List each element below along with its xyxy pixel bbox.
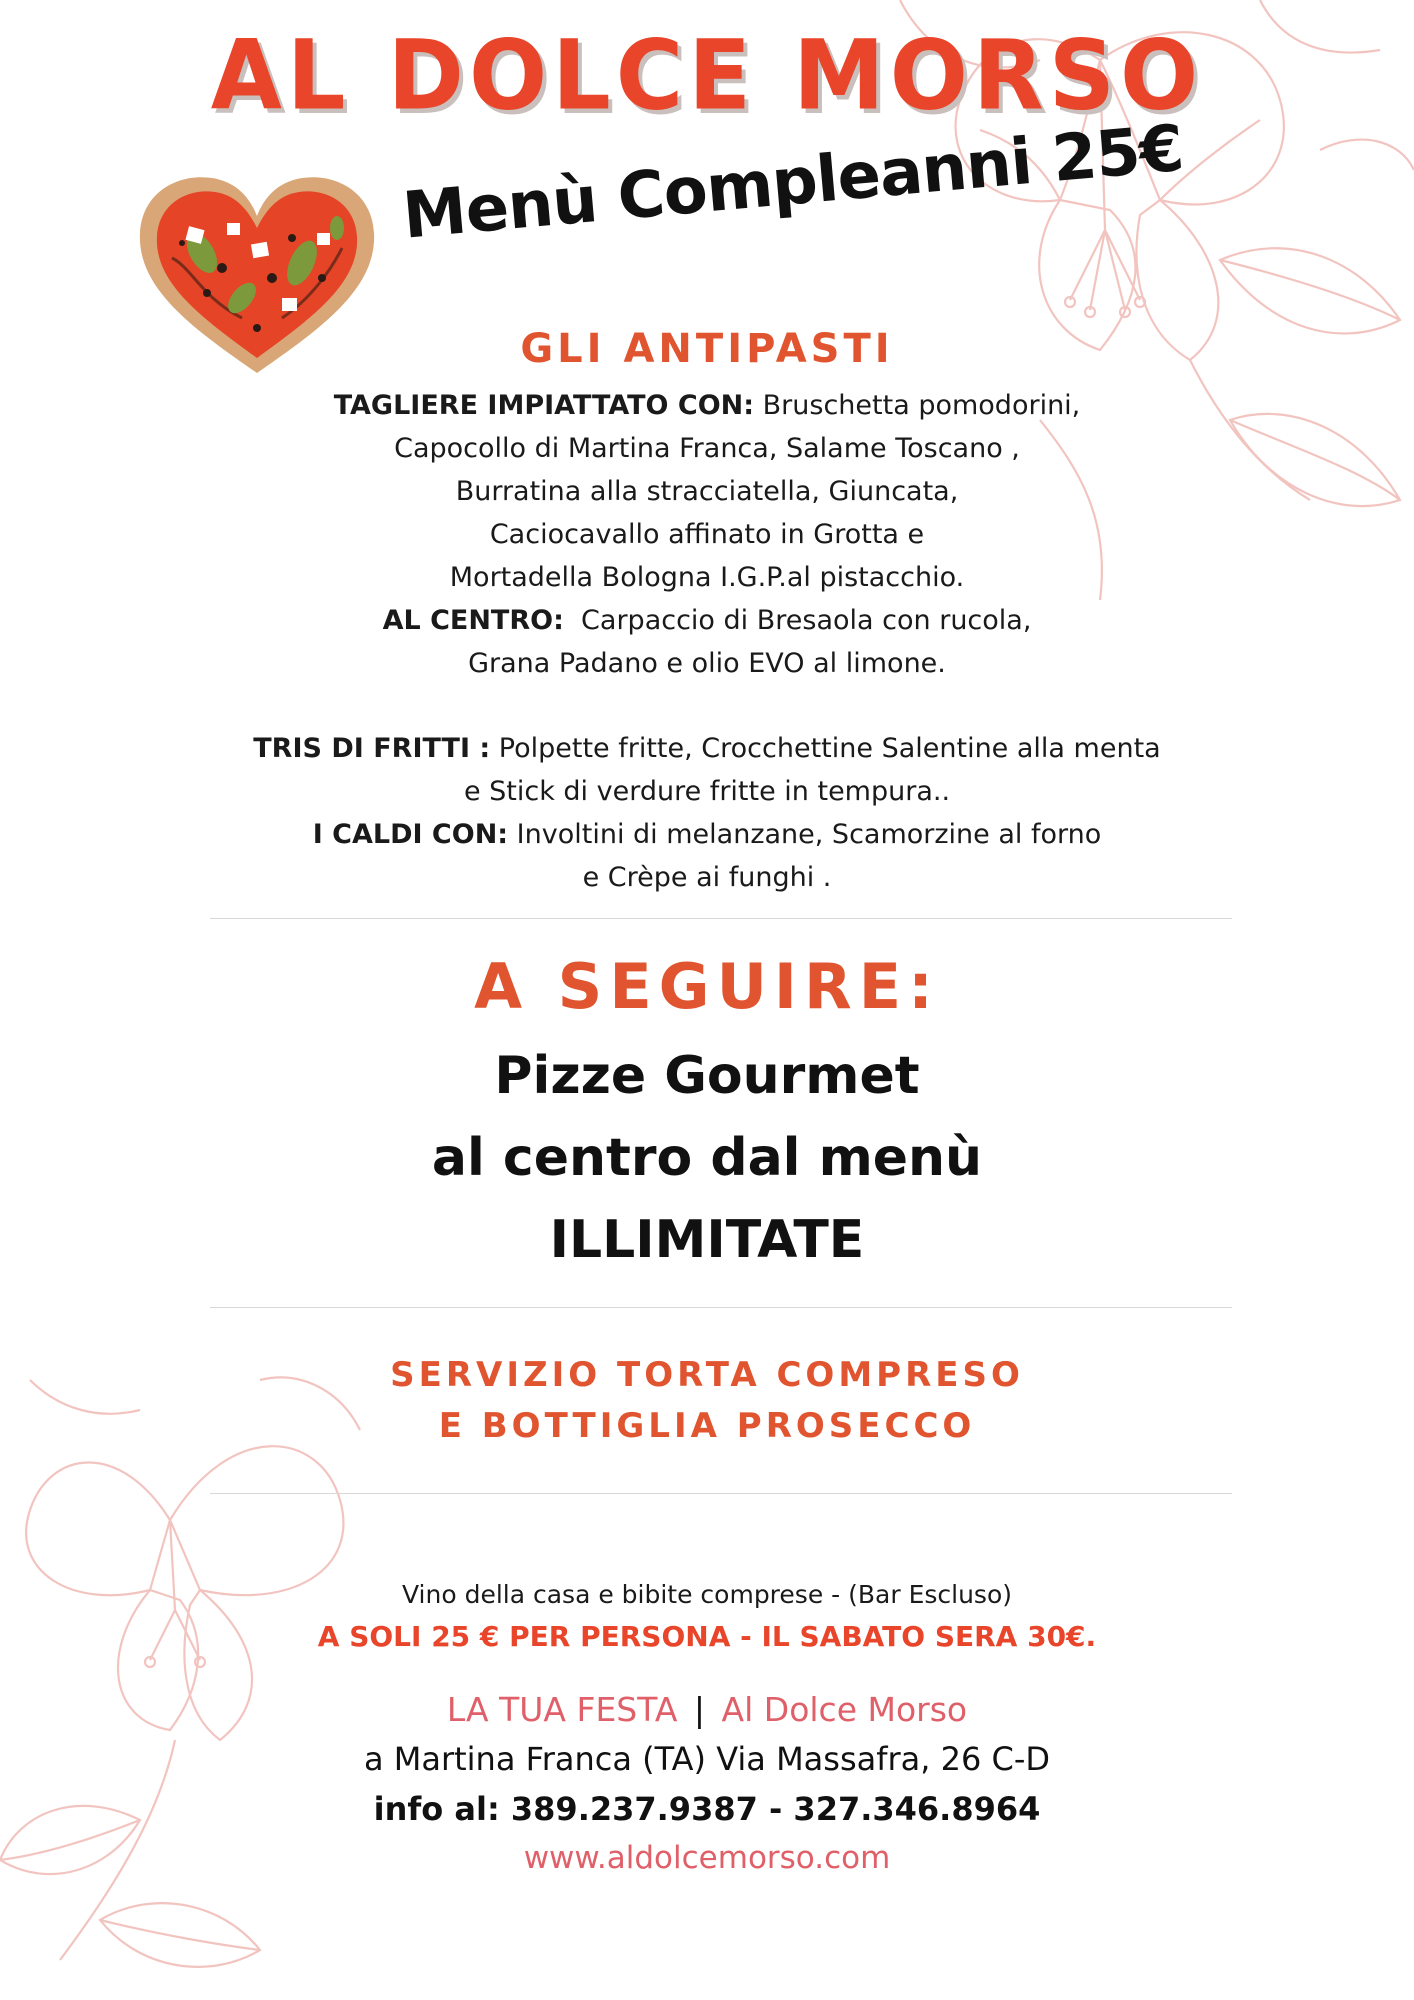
menu-subtitle: Menù Compleanni 25€ — [400, 111, 1186, 254]
antipasti-title: GLI ANTIPASTI — [520, 326, 894, 372]
antipasti-line — [0, 727, 1414, 770]
brand-name-footer: Al Dolce Morso — [721, 1690, 968, 1729]
antipasti-line-text: Involtini di melanzane, Scamorzine al forno — [508, 819, 1102, 850]
address: a Martina Franca (TA) Via Massafra, 26 C-D — [363, 1740, 1051, 1778]
restaurant-name: AL DOLCE MORSO — [210, 19, 1204, 132]
festa-line — [0, 1690, 1414, 1729]
divider — [210, 1307, 1232, 1308]
servizio-line-2: E BOTTIGLIA PROSECCO — [438, 1406, 976, 1446]
antipasti-line — [0, 642, 1414, 685]
antipasti-line-text: Capocollo di Martina Franca, Salame Toscano , — [394, 433, 1020, 464]
antipasti-line-label: TAGLIERE IMPIATTATO CON: — [333, 390, 755, 421]
pizze-line: Pizze Gourmet — [494, 1046, 920, 1106]
price-note: A SOLI 25 € PER PERSONA - IL SABATO SERA 30€. — [317, 1620, 1097, 1653]
festa-label: LA TUA FESTA — [446, 1690, 678, 1729]
servizio-line-1: SERVIZIO TORTA COMPRESO — [390, 1355, 1024, 1395]
antipasti-line-label: I CALDI CON: — [312, 819, 509, 850]
antipasti-line-text: e Crèpe ai funghi . — [582, 862, 832, 893]
antipasti-line-text: Mortadella Bologna I.G.P.al pistacchio. — [449, 562, 965, 593]
antipasti-line — [0, 470, 1414, 513]
contact-info: info al: 389.237.9387 - 327.346.8964 — [373, 1790, 1041, 1828]
antipasti-line — [0, 813, 1414, 856]
antipasti-line-text: Polpette fritte, Crocchettine Salentine alla menta — [490, 733, 1161, 764]
seguire-title: A SEGUIRE: — [474, 950, 940, 1023]
antipasti-line — [0, 513, 1414, 556]
antipasti-line — [0, 427, 1414, 470]
centro-line: al centro dal menù — [431, 1128, 983, 1188]
antipasti-line — [0, 599, 1414, 642]
antipasti-line-label: TRIS DI FRITTI : — [253, 733, 491, 764]
separator: | — [693, 1690, 706, 1729]
antipasti-line-text: Burratina alla stracciatella, Giuncata, — [455, 476, 959, 507]
antipasti-line — [0, 384, 1414, 427]
antipasti-line — [0, 856, 1414, 899]
divider — [210, 918, 1232, 919]
flower-decoration-bottom-left — [0, 1360, 420, 2000]
vino-note: Vino della casa e bibite comprese - (Bar Escluso) — [401, 1580, 1012, 1609]
antipasti-line-text: Caciocavallo affinato in Grotta e — [489, 519, 925, 550]
website-link[interactable]: www.aldolcemorso.com — [523, 1840, 891, 1876]
antipasti-line — [0, 556, 1414, 599]
antipasti-line — [0, 770, 1414, 813]
antipasti-list-2 — [0, 727, 1414, 899]
antipasti-line-text: Grana Padano e olio EVO al limone. — [468, 648, 946, 679]
antipasti-list — [0, 384, 1414, 685]
antipasti-line-text: e Stick di verdure fritte in tempura.. — [463, 776, 951, 807]
antipasti-line-label: AL CENTRO: — [382, 605, 564, 636]
antipasti-line-text: Carpaccio di Bresaola con rucola, — [563, 605, 1032, 636]
divider — [210, 1493, 1232, 1494]
illimitate-line: ILLIMITATE — [549, 1210, 865, 1270]
antipasti-line-text: Bruschetta pomodorini, — [754, 390, 1081, 421]
